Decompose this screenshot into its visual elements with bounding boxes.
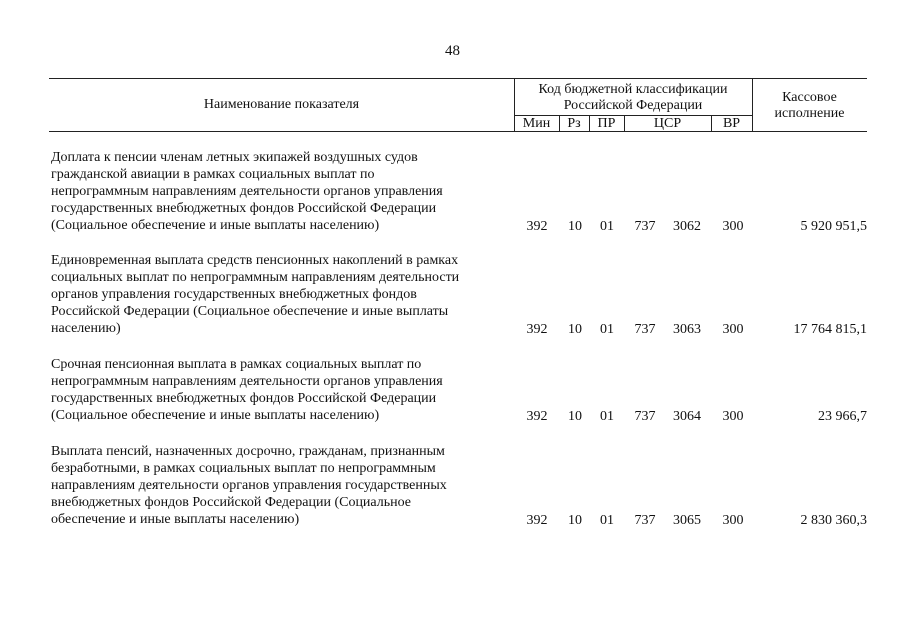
- header-min: Мин: [522, 116, 551, 131]
- code-csr-part2: 3065: [673, 513, 701, 528]
- table-row: [49, 443, 867, 533]
- row-name-line: населению): [51, 321, 121, 336]
- header-name: Наименование показателя: [203, 97, 360, 112]
- header-code-line1: Код бюджетной классификации: [538, 82, 728, 97]
- row-name-line: внебюджетных фондов Российской Федерации (Социальное: [51, 495, 412, 510]
- row-name: [51, 252, 501, 337]
- row-name-line: Единовременная выплата средств пенсионных накоплений в рамках: [51, 253, 459, 268]
- code-csr-part2: 3063: [673, 322, 701, 337]
- code-csr-part2: 3062: [673, 219, 701, 234]
- code-vr: 300: [722, 513, 744, 528]
- table-row: [49, 149, 867, 239]
- row-name-line: государственных внебюджетных фондов Российской Федерации: [51, 201, 437, 216]
- amount-value: 17 764 815,1: [793, 322, 867, 337]
- table-row: [49, 252, 867, 342]
- row-name: [51, 149, 501, 234]
- code-vr: 300: [722, 322, 744, 337]
- code-pr: 01: [600, 322, 614, 337]
- header-vr: ВР: [722, 116, 741, 131]
- code-min: 392: [526, 409, 548, 424]
- code-min: 392: [526, 322, 548, 337]
- header-csr: ЦСР: [653, 116, 682, 131]
- row-name-line: непрограммным направлениям деятельности органов управления: [51, 184, 443, 199]
- code-pr: 01: [600, 513, 614, 528]
- row-name-line: непрограммным направлениям деятельности органов управления: [51, 374, 443, 389]
- row-name-line: направлениям деятельности органов управления государственных: [51, 478, 447, 493]
- row-name-line: Российской Федерации (Социальное обеспечение и иные выплаты: [51, 304, 449, 319]
- code-csr-part1: 737: [634, 219, 656, 234]
- page-number: 48: [445, 43, 460, 59]
- header-rz: Рз: [567, 116, 581, 131]
- header-code-line2: Российской Федерации: [563, 98, 703, 113]
- code-min: 392: [526, 219, 548, 234]
- header-amount-line2: исполнение: [774, 106, 845, 121]
- header-amount-line1: Кассовое: [782, 90, 837, 105]
- code-rz: 10: [568, 409, 582, 424]
- row-name-line: (Социальное обеспечение и иные выплаты населению): [51, 218, 380, 233]
- code-rz: 10: [568, 219, 582, 234]
- row-name-line: социальных выплат по непрограммным направлениям деятельности: [51, 270, 460, 285]
- code-csr-part1: 737: [634, 513, 656, 528]
- row-name-line: Срочная пенсионная выплата в рамках социальных выплат по: [51, 357, 422, 372]
- code-csr-part1: 737: [634, 409, 656, 424]
- row-name-line: Выплата пенсий, назначенных досрочно, гражданам, признанным: [51, 444, 445, 459]
- code-rz: 10: [568, 322, 582, 337]
- code-min: 392: [526, 513, 548, 528]
- row-name: [51, 443, 501, 528]
- code-pr: 01: [600, 409, 614, 424]
- code-vr: 300: [722, 409, 744, 424]
- table-row: [49, 356, 867, 429]
- row-name-line: государственных внебюджетных фондов Российской Федерации: [51, 391, 437, 406]
- code-vr: 300: [722, 219, 744, 234]
- header-pr: ПР: [597, 116, 616, 131]
- table-header: [49, 78, 867, 132]
- row-name-line: безработными, в рамках социальных выплат по непрограммным: [51, 461, 436, 476]
- row-name-line: органов управления государственных внебюджетных фондов: [51, 287, 417, 302]
- code-csr-part2: 3064: [673, 409, 701, 424]
- row-name-line: (Социальное обеспечение и иные выплаты населению): [51, 408, 380, 423]
- row-name: [51, 356, 501, 424]
- amount-value: 5 920 951,5: [800, 219, 867, 234]
- code-rz: 10: [568, 513, 582, 528]
- code-csr-part1: 737: [634, 322, 656, 337]
- amount-value: 2 830 360,3: [800, 513, 867, 528]
- amount-value: 23 966,7: [818, 409, 867, 424]
- row-name-line: обеспечение и иные выплаты населению): [51, 512, 300, 527]
- row-name-line: гражданской авиации в рамках социальных выплат по: [51, 167, 375, 182]
- row-name-line: Доплата к пенсии членам летных экипажей воздушных судов: [51, 150, 418, 165]
- code-pr: 01: [600, 219, 614, 234]
